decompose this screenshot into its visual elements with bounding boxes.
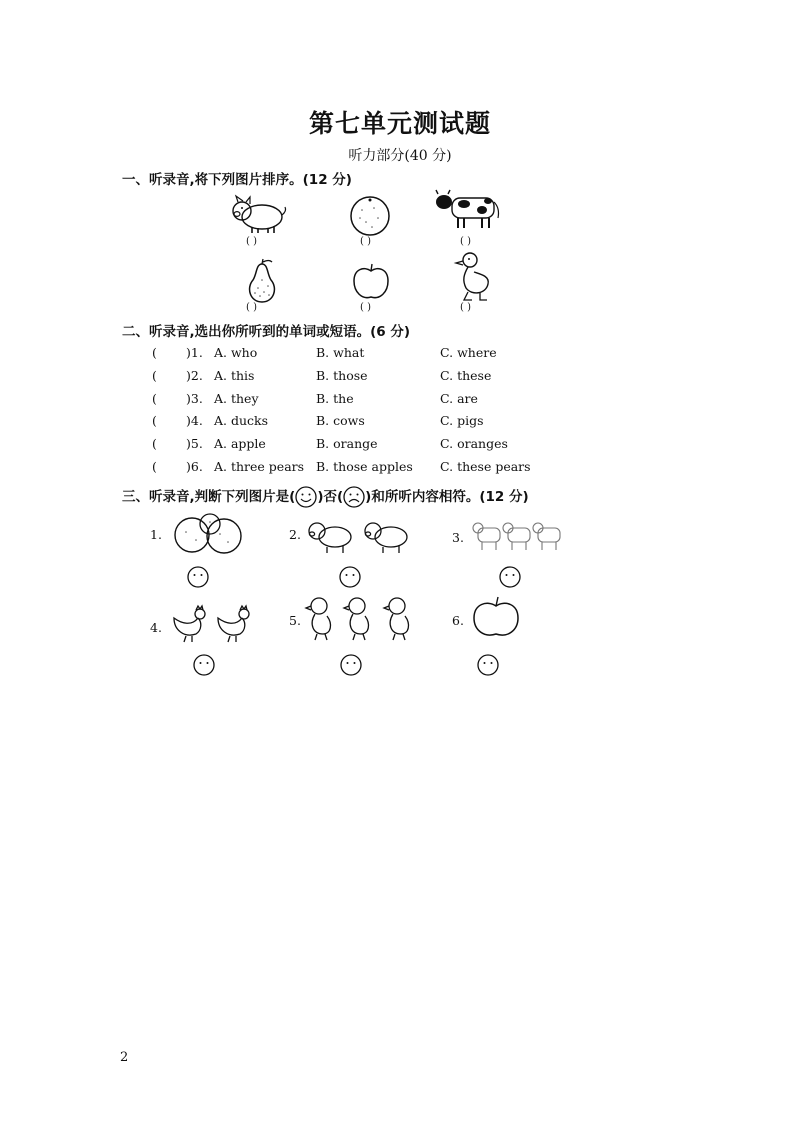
duck-icon bbox=[454, 250, 494, 308]
section3-heading-part1: 三、听录音,判断下列图片是( bbox=[122, 489, 296, 505]
question-row-2 bbox=[0, 368, 800, 386]
question-row-1 bbox=[0, 345, 800, 363]
apple-icon bbox=[472, 596, 520, 644]
option-b: B. cows bbox=[316, 413, 365, 428]
question-number: )4. bbox=[186, 413, 203, 428]
cows-icon bbox=[472, 518, 568, 558]
judge-face-1[interactable] bbox=[187, 566, 209, 592]
judge-face-6[interactable] bbox=[477, 654, 499, 680]
section1-heading: 一、听录音,将下列图片排序。(12 分) bbox=[122, 172, 352, 188]
option-c: C. these pears bbox=[440, 459, 531, 474]
judge-face-2[interactable] bbox=[339, 566, 361, 592]
sort-blank-1[interactable]: ( ) bbox=[246, 236, 257, 247]
smile-face-icon bbox=[295, 486, 317, 508]
option-b: B. those apples bbox=[316, 459, 413, 474]
section3-heading-part3: )和所听内容相符。(12 分) bbox=[365, 489, 529, 505]
option-a: A. who bbox=[214, 345, 258, 360]
answer-bracket[interactable]: ( bbox=[152, 345, 157, 360]
sort-blank-6[interactable]: ( ) bbox=[460, 302, 471, 313]
pig-icon bbox=[228, 193, 290, 239]
judge-number-6: 6. bbox=[452, 613, 464, 628]
orange-icon bbox=[348, 194, 392, 242]
question-number: )3. bbox=[186, 391, 203, 406]
option-b: B. what bbox=[316, 345, 365, 360]
option-c: C. are bbox=[440, 391, 478, 406]
sort-blank-3[interactable]: ( ) bbox=[460, 236, 471, 247]
question-row-6 bbox=[0, 459, 800, 477]
option-c: C. where bbox=[440, 345, 497, 360]
answer-bracket[interactable]: ( bbox=[152, 413, 157, 428]
roosters-icon bbox=[168, 604, 258, 648]
sad-face-icon bbox=[343, 486, 365, 508]
option-b: B. those bbox=[316, 368, 368, 383]
option-c: C. these bbox=[440, 368, 492, 383]
question-row-4 bbox=[0, 413, 800, 431]
section3-heading bbox=[122, 485, 529, 508]
judge-number-2: 2. bbox=[289, 527, 301, 542]
section2-heading: 二、听录音,选出你所听到的单词或短语。(6 分) bbox=[122, 324, 411, 340]
judge-number-4: 4. bbox=[150, 620, 162, 635]
option-a: A. they bbox=[214, 391, 259, 406]
sort-blank-2[interactable]: ( ) bbox=[360, 236, 371, 247]
question-number: )5. bbox=[186, 436, 203, 451]
option-a: A. three pears bbox=[214, 459, 305, 474]
judge-number-1: 1. bbox=[150, 527, 162, 542]
pigs-icon bbox=[305, 515, 415, 559]
pear-icon bbox=[242, 258, 282, 308]
judge-number-3: 3. bbox=[452, 530, 464, 545]
option-b: B. orange bbox=[316, 436, 378, 451]
answer-bracket[interactable]: ( bbox=[152, 391, 157, 406]
sort-blank-4[interactable]: ( ) bbox=[246, 302, 257, 313]
option-c: C. oranges bbox=[440, 436, 508, 451]
apple-icon bbox=[352, 262, 390, 306]
section3-heading-part2: )否( bbox=[317, 489, 344, 505]
answer-bracket[interactable]: ( bbox=[152, 368, 157, 383]
option-c: C. pigs bbox=[440, 413, 484, 428]
ducks-icon bbox=[305, 594, 417, 646]
question-number: )6. bbox=[186, 459, 203, 474]
judge-face-3[interactable] bbox=[499, 566, 521, 592]
page-title: 第七单元测试题 bbox=[308, 109, 491, 138]
question-row-3 bbox=[0, 391, 800, 409]
page-number: 2 bbox=[120, 1050, 129, 1065]
sort-blank-5[interactable]: ( ) bbox=[360, 302, 371, 313]
answer-bracket[interactable]: ( bbox=[152, 459, 157, 474]
oranges-icon bbox=[170, 512, 246, 558]
answer-bracket[interactable]: ( bbox=[152, 436, 157, 451]
option-b: B. the bbox=[316, 391, 354, 406]
question-row-5 bbox=[0, 436, 800, 454]
page-subtitle: 听力部分(40 分) bbox=[348, 148, 452, 164]
option-a: A. this bbox=[214, 368, 255, 383]
option-a: A. ducks bbox=[214, 413, 269, 428]
judge-number-5: 5. bbox=[289, 613, 301, 628]
question-number: )1. bbox=[186, 345, 203, 360]
option-a: A. apple bbox=[214, 436, 266, 451]
cow-icon bbox=[434, 188, 504, 238]
judge-face-4[interactable] bbox=[193, 654, 215, 680]
judge-face-5[interactable] bbox=[340, 654, 362, 680]
question-number: )2. bbox=[186, 368, 203, 383]
